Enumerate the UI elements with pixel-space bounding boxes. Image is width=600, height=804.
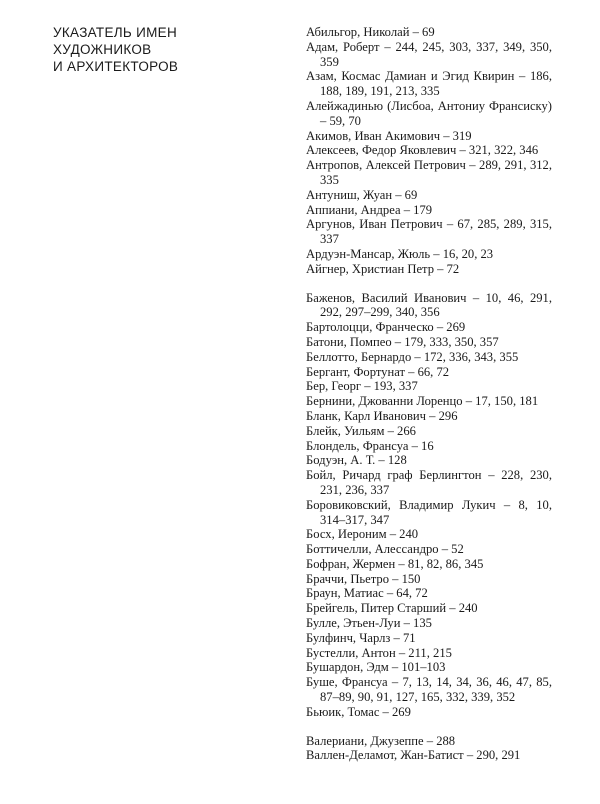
index-entry: Бушардон, Эдм – 101–103 bbox=[306, 660, 446, 675]
index-entry: Боровиковский, Владимир Лукич – 8, 10, 314–317, 347 bbox=[306, 497, 552, 527]
index-entry: Бер, Георг – 193, 337 bbox=[306, 379, 418, 394]
index-entry: Босх, Иероним – 240 bbox=[306, 527, 419, 542]
index-entry: Брейгель, Питер Старший – 240 bbox=[306, 601, 478, 616]
index-entry: Антропов, Алексей Петрович – 289, 291, 312, 335 bbox=[306, 158, 552, 187]
index-entry: Валериани, Джузеппе – 288 bbox=[306, 733, 456, 748]
index-heading bbox=[53, 24, 253, 75]
index-entry: Адам, Роберт – 244, 245, 303, 337, 349, 350, 359 bbox=[306, 39, 552, 69]
index-entry: Абильгор, Николай – 69 bbox=[306, 25, 435, 39]
heading-line: УКАЗАТЕЛЬ ИМЕН bbox=[53, 25, 178, 40]
index-entry: Айгнер, Христиан Петр – 72 bbox=[306, 261, 460, 276]
index-entry: Бодуэн, А. Т. – 128 bbox=[306, 453, 407, 468]
index-entry: Бойл, Ричард граф Берлингтон – 228, 230, 231, 236, 337 bbox=[306, 468, 552, 497]
index-entry: Бернини, Джованни Лоренцо – 17, 150, 181 bbox=[306, 394, 539, 409]
index-entry: Бергант, Фортунат – 66, 72 bbox=[306, 364, 450, 379]
index-entry: Алейжадинью (Лисбоа, Антониу Франсиску) – 59, 70 bbox=[306, 98, 552, 128]
index-entry: Бьюик, Томас – 269 bbox=[306, 704, 411, 719]
index-entry: Аппиани, Андреа – 179 bbox=[306, 202, 433, 217]
index-entry: Баженов, Василий Иванович – 10, 46, 291, 292, 297–299, 340, 356 bbox=[306, 290, 552, 320]
index-entry: Буше, Франсуа – 7, 13, 14, 34, 36, 46, 47, 85, 87–89, 90, 91, 127, 165, 332, 339, 352 bbox=[306, 675, 552, 705]
index-entry: Браччи, Пьетро – 150 bbox=[306, 571, 421, 586]
index-entry: Бустелли, Антон – 211, 215 bbox=[306, 645, 452, 660]
index-entry: Алексеев, Федор Яковлевич – 321, 322, 346 bbox=[306, 143, 539, 158]
index-list bbox=[306, 25, 552, 763]
index-entry: Акимов, Иван Акимович – 319 bbox=[306, 128, 472, 143]
index-entry: Азам, Космас Дамиан и Эгид Квирин – 186, 188, 189, 191, 213, 335 bbox=[306, 69, 552, 99]
index-entry: Валлен-Деламот, Жан-Батист – 290, 291 bbox=[306, 748, 521, 763]
index-entry: Беллотто, Бернардо – 172, 336, 343, 355 bbox=[306, 349, 519, 364]
heading-line: И АРХИТЕКТОРОВ bbox=[53, 59, 179, 74]
index-entry: Аргунов, Иван Петрович – 67, 285, 289, 315, 337 bbox=[306, 217, 552, 247]
index-entry: Бланк, Карл Иванович – 296 bbox=[306, 408, 458, 423]
index-entry: Боттичелли, Алессандро – 52 bbox=[306, 542, 464, 557]
index-entry: Блейк, Уильям – 266 bbox=[306, 423, 416, 438]
index-entry: Бофран, Жермен – 81, 82, 86, 345 bbox=[306, 556, 484, 571]
index-entry: Булфинч, Чарлз – 71 bbox=[306, 630, 416, 645]
index-entry: Булле, Этьен-Луи – 135 bbox=[306, 616, 432, 631]
heading-line: ХУДОЖНИКОВ bbox=[53, 42, 152, 57]
index-entry: Батони, Помпео – 179, 333, 350, 357 bbox=[306, 334, 499, 349]
index-entry: Ардуэн-Мансар, Жюль – 16, 20, 23 bbox=[306, 246, 494, 261]
index-entry: Бартолоцци, Франческо – 269 bbox=[306, 320, 466, 335]
index-entry: Браун, Матиас – 64, 72 bbox=[306, 586, 428, 601]
index-entry: Антуниш, Жуан – 69 bbox=[306, 187, 418, 202]
index-entry: Блондель, Франсуа – 16 bbox=[306, 438, 434, 453]
